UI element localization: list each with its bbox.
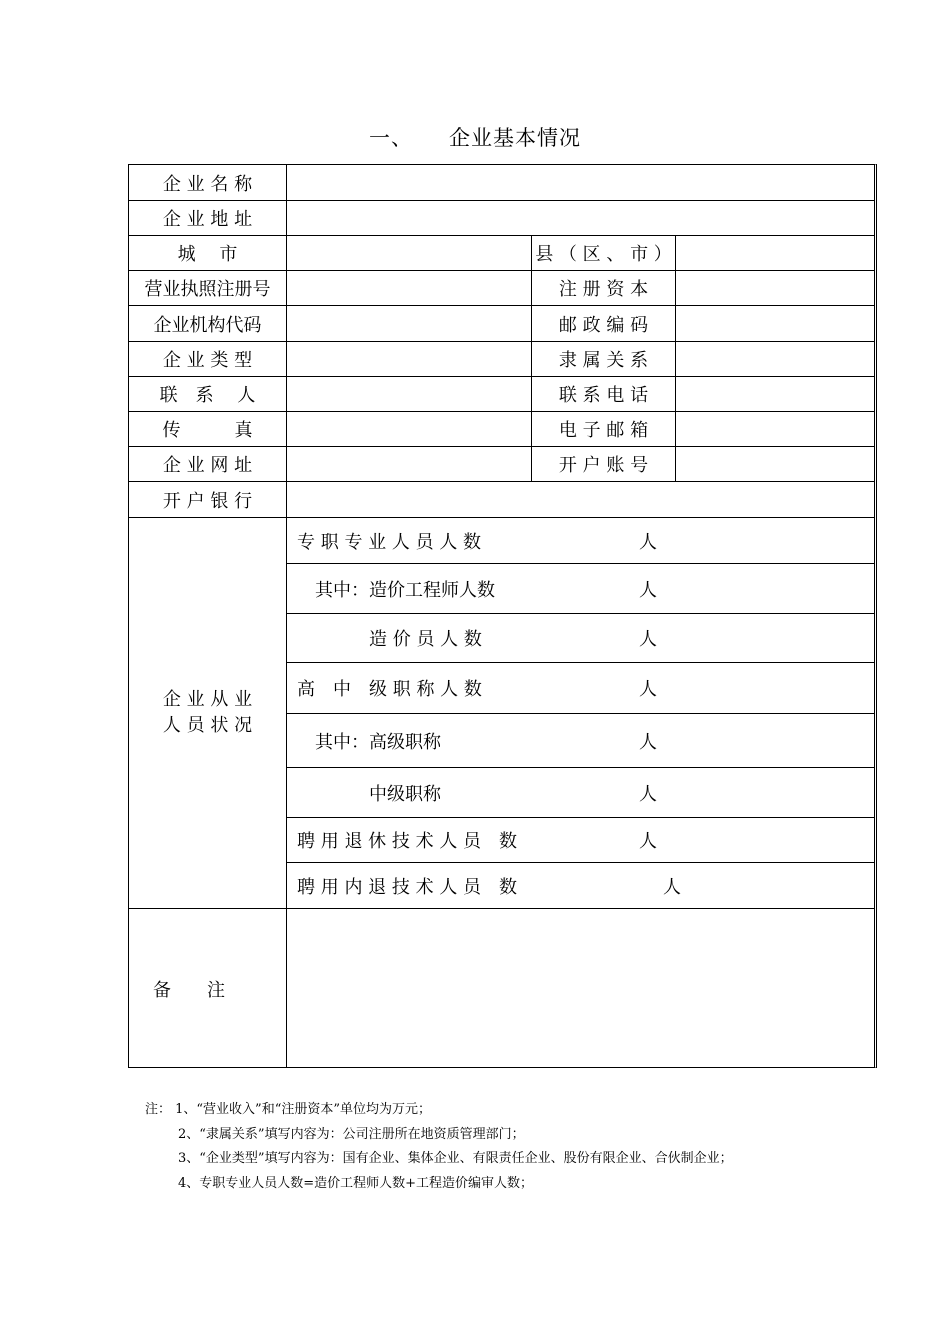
label-phone: 联 系 电 话 xyxy=(532,377,676,412)
footnote-4: 4、专职专业人员人数=造价工程师人数+工程造价编审人数； xyxy=(178,1175,534,1191)
company-info-form xyxy=(128,164,877,1068)
label-company-name: 企 业 名 称 xyxy=(129,165,287,201)
company-name-field[interactable] xyxy=(287,165,875,201)
staff-row-label: 聘 用 退 休 技 术 人 员 数 xyxy=(297,831,518,852)
label-org-code: 企业机构代码 xyxy=(129,306,287,342)
phone-field[interactable] xyxy=(676,377,875,412)
registered-capital-field[interactable] xyxy=(676,271,875,306)
label-county: 县 （ 区 、 市 ） xyxy=(532,236,676,271)
label-license-no: 营业执照注册号 xyxy=(129,271,287,306)
staff-row-mid-titles[interactable] xyxy=(287,768,875,818)
footnote-1: 注： 1、“营业收入”和“注册资本”单位均为万元； xyxy=(145,1102,431,1117)
staff-row-unit: 人 xyxy=(639,831,657,852)
staff-row-unit: 人 xyxy=(639,579,657,601)
label-website: 企 业 网 址 xyxy=(129,447,287,482)
affiliation-field[interactable] xyxy=(676,342,875,377)
label-remarks: 备 注 xyxy=(129,909,287,1068)
account-no-field[interactable] xyxy=(676,447,875,482)
footnote-3: 3、“企业类型”填写内容为：国有企业、集体企业、有限责任企业、股份有限企业、合伙制企业； xyxy=(178,1151,733,1166)
staff-row-label: 造 价 员 人 数 xyxy=(297,629,482,650)
staff-row-label: 聘 用 内 退 技 术 人 员 数 xyxy=(297,876,518,898)
label-contact: 联 系 人 xyxy=(129,377,287,412)
county-field[interactable] xyxy=(676,236,875,271)
staff-row-professional[interactable] xyxy=(287,518,875,564)
website-field[interactable] xyxy=(287,447,532,482)
section-number: 一、 xyxy=(369,126,413,150)
label-company-address: 企 业 地 址 xyxy=(129,201,287,236)
page-title xyxy=(0,122,950,152)
org-code-field[interactable] xyxy=(287,306,532,342)
license-no-field[interactable] xyxy=(287,271,532,306)
fax-field[interactable] xyxy=(287,412,532,447)
staff-row-unit: 人 xyxy=(639,679,657,700)
city-field[interactable] xyxy=(287,236,532,271)
label-affiliation: 隶 属 关 系 xyxy=(532,342,676,377)
staff-row-label: 高 中 级 职 称 人 数 xyxy=(297,679,482,700)
company-address-field[interactable] xyxy=(287,201,875,236)
label-staff-line1: 企 业 从 业 xyxy=(162,689,253,710)
postal-code-field[interactable] xyxy=(676,306,875,342)
staff-row-senior-titles[interactable] xyxy=(287,714,875,768)
staff-row-label: 其中：高级职称 xyxy=(297,731,441,753)
label-city: 城 市 xyxy=(129,236,287,271)
staff-row-unit: 人 xyxy=(639,629,657,650)
bank-field[interactable] xyxy=(287,482,875,518)
label-staff-status xyxy=(129,518,287,909)
remarks-field[interactable] xyxy=(287,909,875,1068)
staff-row-label: 其中：造价工程师人数 xyxy=(297,579,495,601)
staff-row-retired-hires[interactable] xyxy=(287,818,875,863)
label-fax: 传 真 xyxy=(129,412,287,447)
label-bank: 开 户 银 行 xyxy=(129,482,287,518)
staff-row-internal-retired-hires[interactable] xyxy=(287,863,875,909)
label-postal-code: 邮 政 编 码 xyxy=(532,306,676,342)
section-title: 企业基本情况 xyxy=(449,126,581,150)
label-staff-line2: 人 员 状 况 xyxy=(162,715,253,736)
staff-row-unit: 人 xyxy=(639,783,657,805)
staff-row-cost-engineers[interactable] xyxy=(287,564,875,614)
staff-row-label: 中级职称 xyxy=(297,783,441,805)
staff-row-mid-senior-titles[interactable] xyxy=(287,663,875,714)
staff-row-unit: 人 xyxy=(639,731,657,753)
label-registered-capital: 注 册 资 本 xyxy=(532,271,676,306)
footnote-2: 2、“隶属关系”填写内容为：公司注册所在地资质管理部门； xyxy=(178,1126,525,1142)
label-email: 电 子 邮 箱 xyxy=(532,412,676,447)
staff-row-cost-staff[interactable] xyxy=(287,614,875,663)
staff-row-unit: 人 xyxy=(663,876,681,898)
staff-row-unit: 人 xyxy=(639,531,657,553)
label-company-type: 企 业 类 型 xyxy=(129,342,287,377)
footnotes xyxy=(145,1098,733,1196)
contact-field[interactable] xyxy=(287,377,532,412)
company-type-field[interactable] xyxy=(287,342,532,377)
email-field[interactable] xyxy=(676,412,875,447)
label-account-no: 开 户 账 号 xyxy=(532,447,676,482)
staff-row-label: 专 职 专 业 人 员 人 数 xyxy=(297,531,482,553)
